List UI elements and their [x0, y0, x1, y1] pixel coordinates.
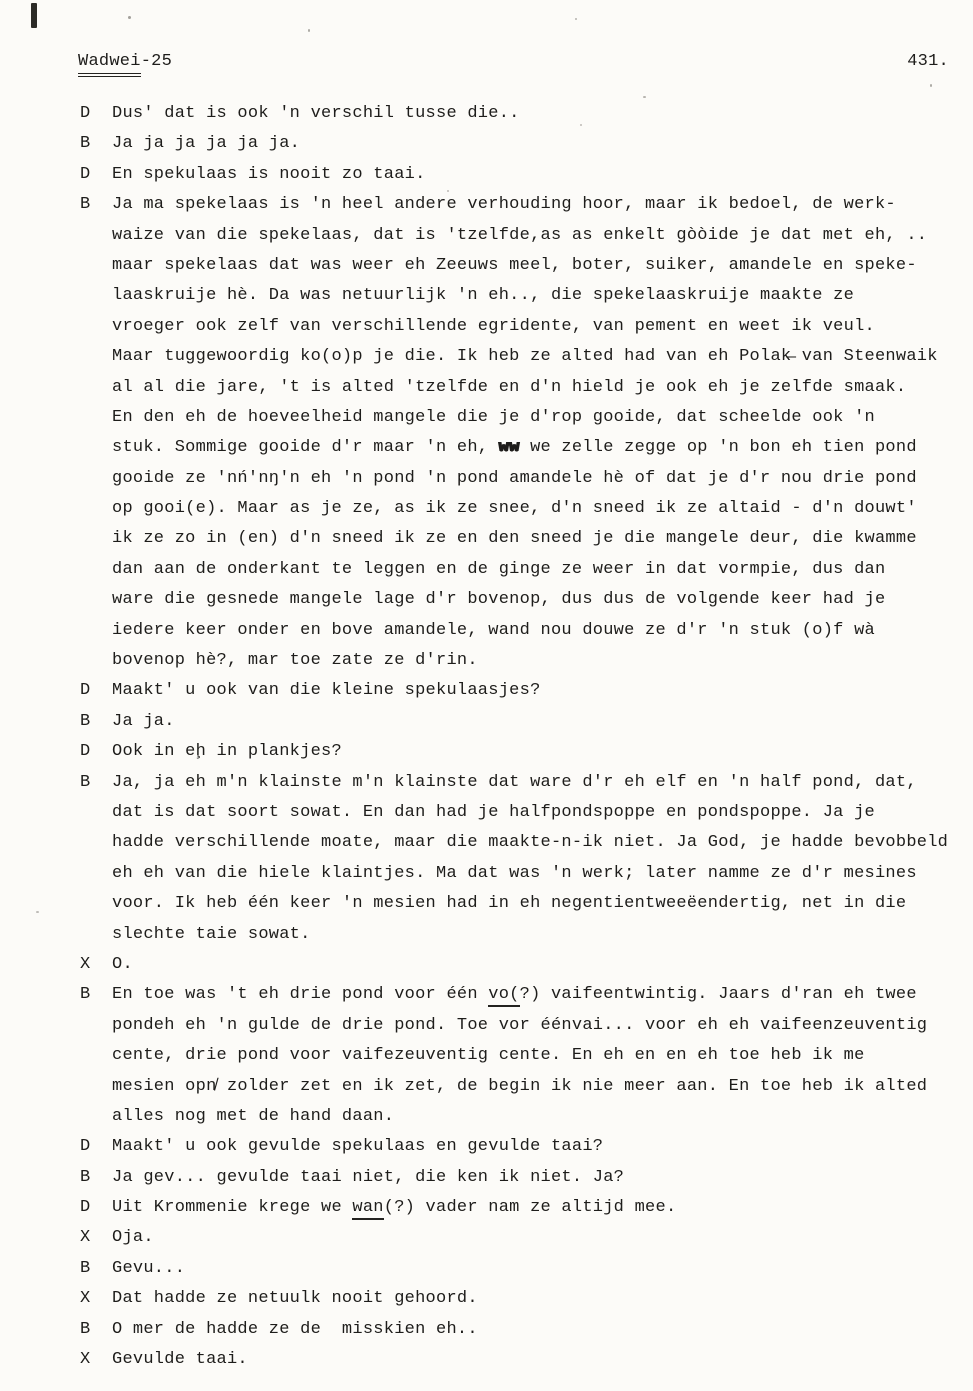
dialogue-line	[80, 1163, 965, 1193]
line-text: Ja, ja eh m'n klainste m'n klainste dat ware d'r eh elf en 'n half pond, dat,	[112, 772, 917, 792]
line-text: En spekulaas is nooit zo taai.	[112, 164, 426, 184]
underlined-text: vo(	[488, 985, 519, 1007]
line-text: alles nog met de hand daan.	[112, 1106, 395, 1126]
line-text: hadde verschillende moate, maar die maakte-n-ik niet. Ja God, je hadde bevobbeld	[112, 833, 949, 853]
speaker-label: D	[80, 1137, 91, 1157]
dialogue	[80, 99, 965, 1375]
line-text: gooide ze 'nń'nŋ'n eh 'n pond 'n pond amandele hè of dat je d'r nou drie pond	[112, 468, 917, 488]
dialogue-line	[80, 403, 965, 433]
dialogue-line	[80, 920, 965, 950]
speaker-label: X	[80, 1289, 91, 1309]
line-text: Uit Krommenie krege we wan(?) vader nam ze altijd mee.	[112, 1193, 676, 1223]
dialogue-line	[80, 1041, 965, 1071]
underlined-text: Wadwei	[78, 52, 141, 77]
scan-speck	[308, 29, 310, 32]
speaker-label: D	[80, 1198, 91, 1218]
line-text: laaskruije hè. Da was netuurlijk 'n eh.., die spekelaaskruije maakte ze	[112, 286, 855, 306]
scan-artifact	[31, 3, 37, 28]
line-text: iedere keer onder en bove amandele, wand nou douwe ze d'r 'n stuk (o)f wà	[112, 620, 875, 640]
dialogue-line	[80, 221, 965, 251]
speaker-label: B	[80, 1319, 91, 1339]
dialogue-line	[80, 1315, 965, 1345]
speaker-label: B	[80, 134, 91, 154]
dialogue-line	[80, 707, 965, 737]
dialogue-line	[80, 1345, 965, 1375]
page-header	[78, 50, 949, 74]
line-text: al al die jare, 't is alted 'tzelfde en d'n hield je ook eh je zelfde smaak.	[112, 377, 907, 397]
scan-speck	[930, 84, 932, 87]
line-text: Ook in eḩ in plankjes?	[112, 742, 342, 762]
line-text: eh eh van die hiele klaintjes. Ma dat was 'n werk; later namme ze d'r mesines	[112, 863, 917, 883]
speaker-label: X	[80, 1228, 91, 1248]
speaker-label: B	[80, 711, 91, 731]
line-text: Dat hadde ze netuulk nooit gehoord.	[112, 1289, 478, 1309]
dialogue-line	[80, 129, 965, 159]
line-text: ware die gesnede mangele lage d'r bovenop, dus dus de volgende keer had je	[112, 590, 886, 610]
dialogue-line	[80, 616, 965, 646]
line-text: Ja ja.	[112, 711, 175, 731]
speaker-label: B	[80, 772, 91, 792]
line-text: slechte taie sowat.	[112, 924, 311, 944]
line-text: En den eh de hoeveelheid mangele die je d'rop gooide, dat scheelde ook 'n	[112, 407, 875, 427]
dialogue-line	[80, 1254, 965, 1284]
scan-speck	[36, 911, 39, 913]
line-text: Maakt' u ook van die kleine spekulaasjes?	[112, 681, 541, 701]
dialogue-line	[80, 889, 965, 919]
dialogue-line	[80, 1132, 965, 1162]
speaker-label: D	[80, 742, 91, 762]
speaker-label: B	[80, 1258, 91, 1278]
dialogue-line	[80, 524, 965, 554]
line-text: maar spekelaas dat was weer eh Zeeuws meel, boter, suiker, amandele en speke-	[112, 255, 917, 275]
dialogue-line	[80, 798, 965, 828]
line-text: Oja.	[112, 1228, 154, 1248]
dialogue-line	[80, 433, 965, 463]
scan-speck	[575, 18, 577, 20]
dialogue-line	[80, 980, 965, 1010]
scan-speck	[128, 16, 131, 19]
line-text: Gevu...	[112, 1258, 186, 1278]
dialogue-line	[80, 828, 965, 858]
dialogue-line	[80, 737, 965, 767]
dialogue-line	[80, 342, 965, 372]
dialogue-line	[80, 312, 965, 342]
line-text: En toe was 't eh drie pond voor één vo(?) vaifeentwintig. Jaars d'ran eh twee	[112, 980, 917, 1010]
dialogue-line	[80, 464, 965, 494]
dialogue-line	[80, 676, 965, 706]
dialogue-line	[80, 768, 965, 798]
dialogue-line	[80, 494, 965, 524]
line-text: Ja ja ja ja ja ja.	[112, 134, 301, 154]
line-text: stuk. Sommige gooide d'r maar 'n eh, ww we zelle zegge op 'n bon eh tien pond	[112, 438, 917, 458]
line-text: O mer de hadde ze de misskien eh..	[112, 1319, 478, 1339]
line-text: Maar tuggewoordig ko(o)p je die. Ik heb ze alted had van eh Polak̶ van Steenwaik	[112, 347, 938, 367]
line-text: O.	[112, 954, 133, 974]
line-text: voor. Ik heb één keer 'n mesien had in eh negentientweeëendertig, net in die	[112, 894, 907, 914]
dialogue-line	[80, 1223, 965, 1253]
dialogue-line	[80, 585, 965, 615]
speaker-label: D	[80, 164, 91, 184]
dialogue-line	[80, 1193, 965, 1223]
dialogue-line	[80, 373, 965, 403]
line-text: dan aan de onderkant te leggen en de ginge ze weer in dat vormpie, dus dan	[112, 559, 886, 579]
dialogue-line	[80, 99, 965, 129]
dialogue-line	[80, 555, 965, 585]
dialogue-line	[80, 646, 965, 676]
dialogue-line	[80, 251, 965, 281]
line-text: dat is dat soort sowat. En dan had je halfpondspoppe en pondspoppe. Ja je	[112, 802, 875, 822]
overtyped-text: ww	[498, 438, 520, 458]
line-text: Gevulde taai.	[112, 1350, 248, 1370]
dialogue-line	[80, 950, 965, 980]
scan-speck	[643, 96, 646, 98]
line-text: Ja ma spekelaas is 'n heel andere verhouding hoor, maar ik bedoel, de werk-	[112, 195, 896, 215]
dialogue-line	[80, 1072, 965, 1102]
line-text: Ja gev... gevulde taai niet, die ken ik niet. Ja?	[112, 1167, 625, 1187]
dialogue-line	[80, 859, 965, 889]
speaker-label: B	[80, 985, 91, 1005]
line-text: cente, drie pond voor vaifezeuventig cente. En eh en en eh toe heb ik me	[112, 1046, 865, 1066]
line-text: op gooi(e). Maar as je ze, as ik ze snee, d'n sneed ik ze altaid - d'n douwt'	[112, 499, 917, 519]
speaker-label: X	[80, 954, 91, 974]
speaker-label: D	[80, 681, 91, 701]
line-text: ik ze zo in (en) d'n sneed ik ze en den sneed je die mangele deur, die kwamme	[112, 529, 917, 549]
underlined-text: wan	[352, 1198, 383, 1220]
dialogue-line	[80, 281, 965, 311]
dialogue-line	[80, 1011, 965, 1041]
line-text: vroeger ook zelf van verschillende egridente, van pement en weet ik veul.	[112, 316, 875, 336]
dialogue-line	[80, 160, 965, 190]
speaker-label: B	[80, 1167, 91, 1187]
page-number: 431.	[907, 52, 949, 71]
page-title: Wadwei-25	[78, 50, 172, 74]
dialogue-line	[80, 1284, 965, 1314]
speaker-label: X	[80, 1350, 91, 1370]
line-text: Dus' dat is ook 'n verschil tusse die..	[112, 104, 520, 123]
line-text: pondeh eh 'n gulde de drie pond. Toe vor éénvai... voor eh eh vaifeenzeuventig	[112, 1015, 928, 1035]
line-text: bovenop hè?, mar toe zate ze d'rin.	[112, 651, 478, 671]
dialogue-line	[80, 190, 965, 220]
line-text: waize van die spekelaas, dat is 'tzelfde,as as enkelt gòòide je dat met eh, ..	[112, 225, 928, 245]
line-text: Maakt' u ook gevulde spekulaas en gevulde taai?	[112, 1137, 604, 1157]
speaker-label: D	[80, 104, 91, 123]
speaker-label: B	[80, 195, 91, 215]
dialogue-line	[80, 1102, 965, 1132]
line-text: mesien opn̸ zolder zet en ik zet, de begin ik nie meer aan. En toe heb ik alted	[112, 1076, 928, 1096]
